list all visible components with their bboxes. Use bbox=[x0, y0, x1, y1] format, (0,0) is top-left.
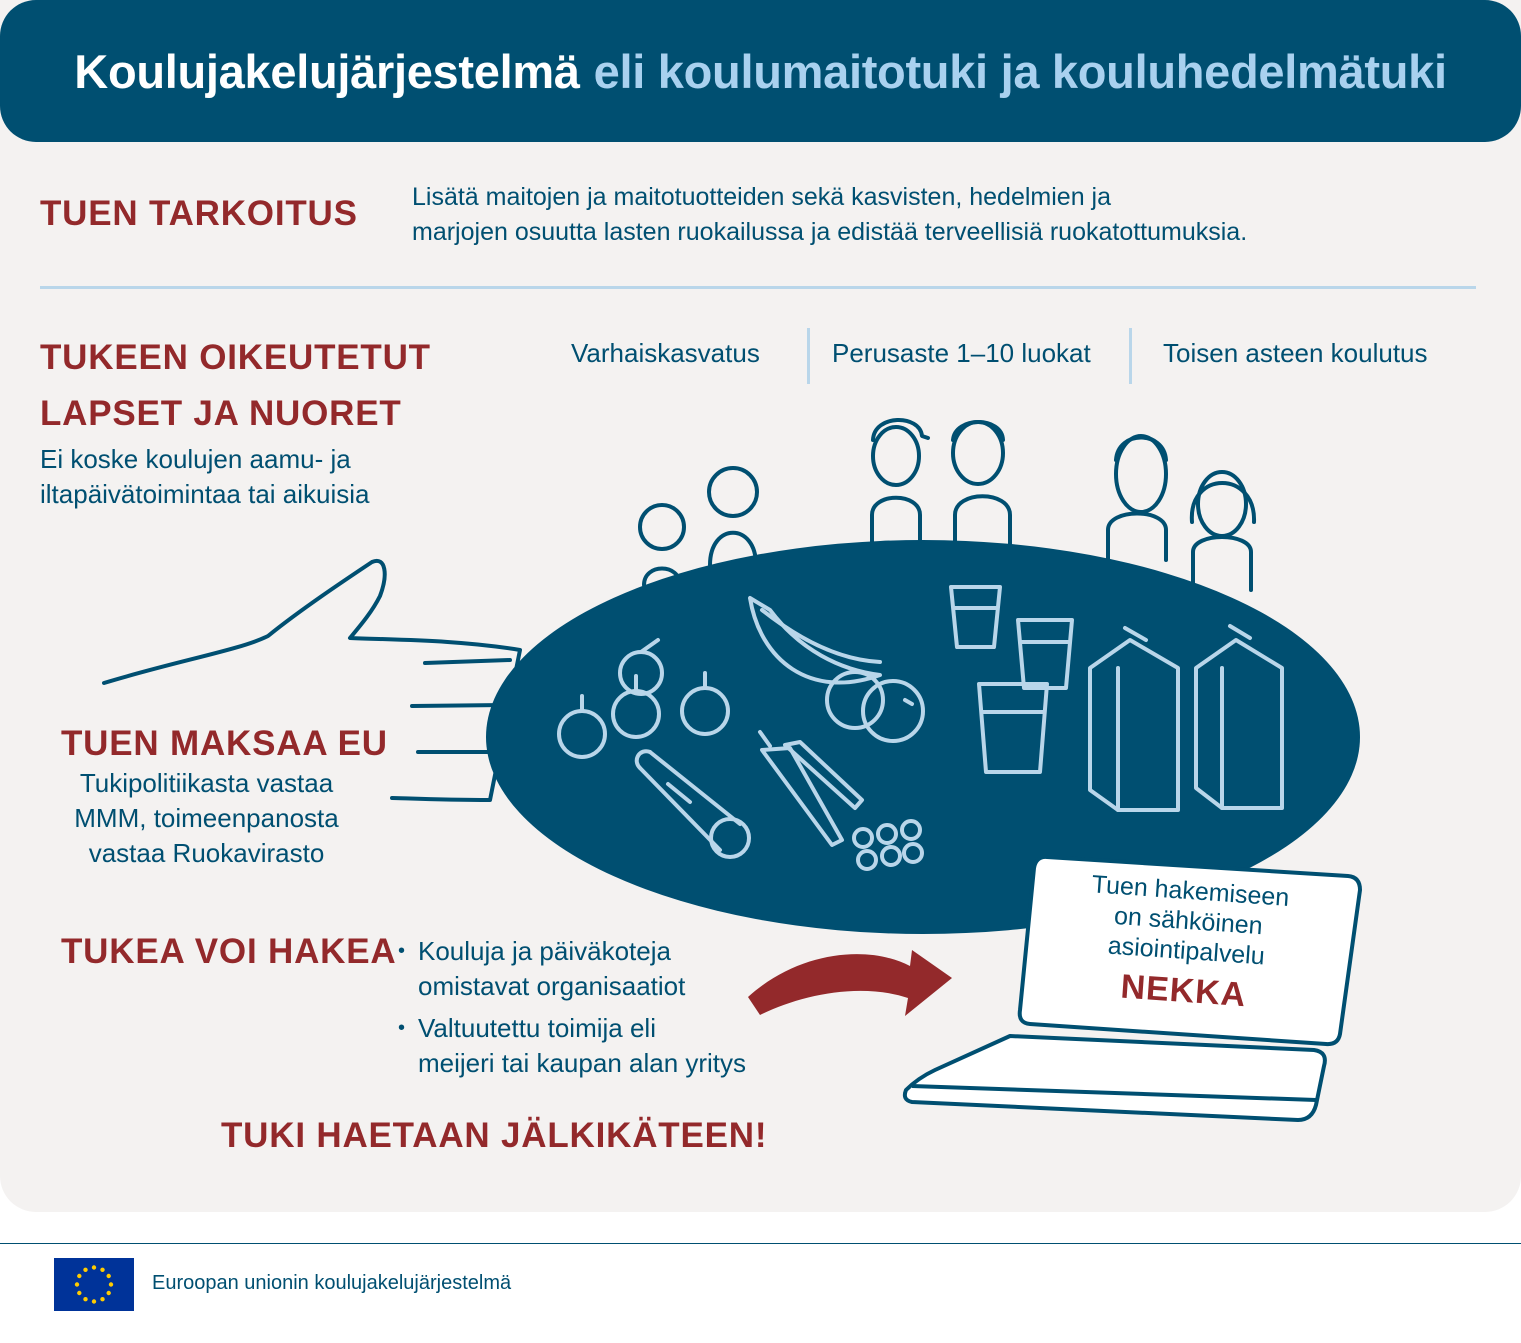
applicant-item-line: • Kouluja ja päiväkoteja bbox=[418, 936, 671, 966]
eu-flag-icon bbox=[54, 1258, 134, 1311]
applicants-list bbox=[398, 934, 746, 1088]
nekka-service-name: NEKKA bbox=[1119, 967, 1248, 1015]
laptop-line-1: Tuen hakemiseen bbox=[1090, 870, 1291, 912]
applicant-item-line: meijeri tai kaupan alan yritys bbox=[418, 1048, 747, 1078]
arrow-icon bbox=[748, 950, 952, 1016]
eligible-heading-line-1: TUKEEN OIKEUTETUT bbox=[40, 338, 431, 377]
footer-text: Euroopan unionin koulujakelujärjestelmä bbox=[152, 1272, 512, 1294]
eu-star-icon bbox=[107, 1274, 111, 1278]
child-figure-icon bbox=[709, 468, 757, 565]
eu-star-icon bbox=[100, 1268, 104, 1272]
retroactive-note: TUKI HAETAAN JÄLKIKÄTEEN! bbox=[221, 1116, 768, 1155]
eu-star-icon bbox=[75, 1282, 79, 1286]
laptop-line-2: on sähköinen bbox=[1113, 901, 1264, 941]
eu-star-icon bbox=[100, 1297, 104, 1301]
eu-star-icon bbox=[92, 1265, 96, 1269]
header-title-main: Koulujakelujärjestelmä bbox=[74, 44, 580, 98]
applicant-item-line: • Valtuutettu toimija eli bbox=[418, 1013, 656, 1043]
payer-line-1: Tukipolitiikasta vastaa bbox=[79, 768, 334, 798]
eu-star-icon bbox=[107, 1291, 111, 1295]
header-title-accent: eli koulumaitotuki ja kouluhedelmätuki bbox=[593, 44, 1447, 98]
applicant-item bbox=[398, 934, 746, 1004]
teen-girl-figure-icon bbox=[1192, 472, 1254, 590]
eligible-note-line-1: Ei koske koulujen aamu- ja bbox=[40, 444, 351, 474]
category-basic-education: Perusaste 1–10 luokat bbox=[832, 338, 1091, 368]
finger-line bbox=[425, 660, 510, 663]
child-figure-icon bbox=[953, 422, 1010, 545]
purpose-line-1: Lisätä maitojen ja maitotuotteiden sekä kasvisten, hedelmien ja bbox=[412, 183, 1112, 211]
eu-star-icon bbox=[109, 1282, 113, 1286]
payer-line-2: MMM, toimeenpanosta bbox=[74, 803, 339, 833]
applicant-item bbox=[398, 1011, 746, 1081]
applicant-item-line: omistavat organisaatiot bbox=[418, 971, 686, 1001]
applicants-heading: TUKEA VOI HAKEA bbox=[61, 932, 397, 971]
eligible-heading-line-2: LAPSET JA NUORET bbox=[40, 394, 402, 433]
payer-heading: TUEN MAKSAA EU bbox=[61, 724, 388, 763]
child-cap-figure-icon bbox=[872, 420, 928, 545]
laptop-line-3: asiointipalvelu bbox=[1106, 931, 1266, 971]
payer-text bbox=[40, 766, 373, 871]
laptop-screen-text bbox=[1038, 866, 1336, 1016]
finger-line bbox=[412, 705, 505, 706]
eu-star-icon bbox=[92, 1299, 96, 1303]
eligible-note-line-2: iltapäivätoimintaa tai aikuisia bbox=[40, 479, 370, 509]
purpose-heading: TUEN TARKOITUS bbox=[40, 194, 358, 233]
footer-divider bbox=[0, 1243, 1521, 1244]
payer-line-3: vastaa Ruokavirasto bbox=[88, 838, 325, 868]
eu-star-icon bbox=[77, 1274, 81, 1278]
purpose-line-2: marjojen osuutta lasten ruokailussa ja edistää terveellisiä ruokatottumuksia. bbox=[412, 218, 1248, 246]
category-early-childhood: Varhaiskasvatus bbox=[571, 338, 760, 368]
category-secondary-education: Toisen asteen koulutus bbox=[1163, 338, 1428, 368]
teen-figure-icon bbox=[1108, 436, 1166, 560]
eu-star-icon bbox=[77, 1291, 81, 1295]
child-figure-icon bbox=[640, 505, 684, 585]
eu-star-icon bbox=[83, 1297, 87, 1301]
eu-star-icon bbox=[83, 1268, 87, 1272]
